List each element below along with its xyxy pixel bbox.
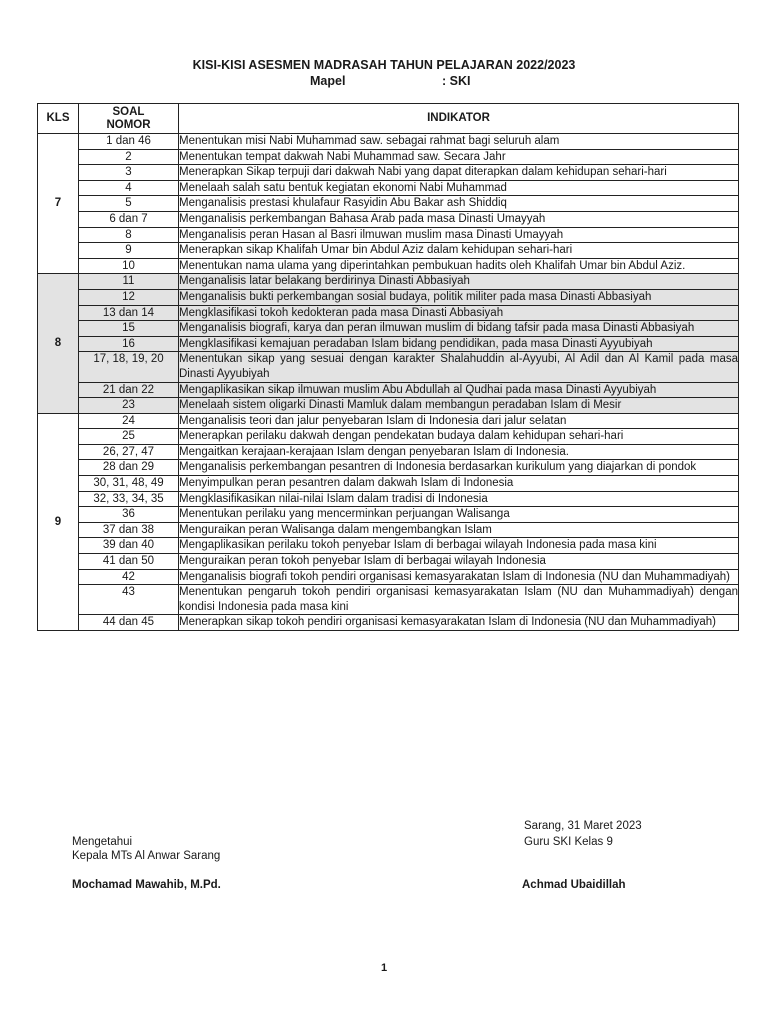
kls-cell: 9 bbox=[38, 413, 79, 630]
table-row bbox=[38, 336, 739, 352]
question-number-cell: 5 bbox=[79, 196, 179, 212]
indicator-cell: Mengklasifikasi kemajuan peradaban Islam bidang pendidikan, pada masa Dinasti Ayyubiyah bbox=[179, 336, 739, 352]
header-soal-line1: SOAL bbox=[112, 105, 145, 118]
indicator-cell: Menganalisis peran Hasan al Basri ilmuwan muslim masa Dinasti Umayyah bbox=[179, 227, 739, 243]
indicator-cell: Menerapkan sikap Khalifah Umar bin Abdul Aziz dalam kehidupan sehari-hari bbox=[179, 243, 739, 259]
kls-cell: 8 bbox=[38, 274, 79, 413]
indicator-cell: Menguraikan peran Walisanga dalam mengembangkan Islam bbox=[179, 522, 739, 538]
indicator-cell: Mengaplikasikan perilaku tokoh penyebar Islam di berbagai wilayah Indonesia pada masa kini bbox=[179, 538, 739, 554]
question-number-cell: 3 bbox=[79, 165, 179, 181]
question-number-cell: 13 dan 14 bbox=[79, 305, 179, 321]
teacher-role: Guru SKI Kelas 9 bbox=[524, 836, 613, 848]
document-title: KISI-KISI ASESMEN MADRASAH TAHUN PELAJARAN 2022/2023 bbox=[192, 58, 576, 72]
table-row bbox=[38, 258, 739, 274]
question-number-cell: 37 dan 38 bbox=[79, 522, 179, 538]
table-row bbox=[38, 382, 739, 398]
indicator-cell: Mengklasifikasikan nilai-nilai Islam dalam tradisi di Indonesia bbox=[179, 491, 739, 507]
header-soal-line2: NOMOR bbox=[106, 118, 151, 131]
question-number-cell: 2 bbox=[79, 149, 179, 165]
indicator-cell: Menganalisis biografi, karya dan peran ilmuwan muslim di bidang tafsir pada masa Dinasti Abbasiyah bbox=[179, 321, 739, 337]
indicator-cell: Menerapkan Sikap terpuji dari dakwah Nabi yang dapat diterapkan dalam kehidupan sehari-hari bbox=[179, 165, 739, 181]
question-number-cell: 36 bbox=[79, 507, 179, 523]
indicator-cell: Mengaplikasikan sikap ilmuwan muslim Abu Abdullah al Qudhai pada masa Dinasti Ayyubiyah bbox=[179, 382, 739, 398]
question-number-cell: 6 dan 7 bbox=[79, 211, 179, 227]
indicator-cell: Menguraikan peran tokoh penyebar Islam di berbagai wilayah Indonesia bbox=[179, 554, 739, 570]
table-row bbox=[38, 522, 739, 538]
table-row bbox=[38, 476, 739, 492]
question-number-cell: 4 bbox=[79, 180, 179, 196]
question-number-cell: 42 bbox=[79, 569, 179, 585]
table-row bbox=[38, 352, 739, 382]
table-row bbox=[38, 321, 739, 337]
indicator-cell: Menentukan sikap yang sesuai dengan karakter Shalahuddin al-Ayyubi, Al Adil dan Al Kamil pada masa Dinasti Ayyubiyah bbox=[179, 352, 739, 382]
question-number-cell: 25 bbox=[79, 429, 179, 445]
table-row bbox=[38, 444, 739, 460]
indicator-cell: Menentukan nama ulama yang diperintahkan pembukuan hadits oleh Khalifah Umar bin Abdul Aziz. bbox=[179, 258, 739, 274]
table-row bbox=[38, 165, 739, 181]
table-row bbox=[38, 491, 739, 507]
indicator-cell: Menentukan perilaku yang mencerminkan perjuangan Walisanga bbox=[179, 507, 739, 523]
page-number: 1 bbox=[380, 962, 388, 974]
table-row bbox=[38, 538, 739, 554]
table-row bbox=[38, 569, 739, 585]
table-row bbox=[38, 554, 739, 570]
table-row bbox=[38, 398, 739, 414]
indicator-cell: Menganalisis perkembangan Bahasa Arab pada masa Dinasti Umayyah bbox=[179, 211, 739, 227]
table-row bbox=[38, 305, 739, 321]
indicator-cell: Menerapkan perilaku dakwah dengan pendekatan budaya dalam kehidupan sehari-hari bbox=[179, 429, 739, 445]
table-row bbox=[38, 149, 739, 165]
subject-label: Mapel bbox=[310, 74, 346, 88]
indicator-cell: Mengklasifikasi tokoh kedokteran pada masa Dinasti Abbasiyah bbox=[179, 305, 739, 321]
table-row bbox=[38, 615, 739, 631]
subject-line bbox=[310, 74, 471, 88]
table-row bbox=[38, 274, 739, 290]
question-number-cell: 44 dan 45 bbox=[79, 615, 179, 631]
headmaster-role: Kepala MTs Al Anwar Sarang bbox=[72, 850, 221, 862]
table-row bbox=[38, 134, 739, 150]
question-number-cell: 24 bbox=[79, 413, 179, 429]
subject-value: : SKI bbox=[442, 74, 471, 88]
question-number-cell: 8 bbox=[79, 227, 179, 243]
table-row bbox=[38, 211, 739, 227]
table-row bbox=[38, 289, 739, 305]
table-row bbox=[38, 429, 739, 445]
indicator-cell: Menelaah salah satu bentuk kegiatan ekonomi Nabi Muhammad bbox=[179, 180, 739, 196]
table-row bbox=[38, 180, 739, 196]
question-number-cell: 26, 27, 47 bbox=[79, 444, 179, 460]
headmaster-name: Mochamad Mawahib, M.Pd. bbox=[72, 879, 221, 891]
header-kls: KLS bbox=[38, 104, 79, 134]
question-number-cell: 9 bbox=[79, 243, 179, 259]
indicator-cell: Menganalisis biografi tokoh pendiri organisasi kemasyarakatan Islam di Indonesia (NU dan Muhammadiyah) bbox=[179, 569, 739, 585]
table-row bbox=[38, 413, 739, 429]
indicator-cell: Menentukan pengaruh tokoh pendiri organisasi kemasyarakatan Islam (NU dan Muhammadiyah) dengan kondisi Indonesia pada masa kini bbox=[179, 585, 739, 615]
question-number-cell: 43 bbox=[79, 585, 179, 615]
place-date: Sarang, 31 Maret 2023 bbox=[524, 820, 642, 832]
indicator-cell: Menentukan misi Nabi Muhammad saw. sebagai rahmat bagi seluruh alam bbox=[179, 134, 739, 150]
question-number-cell: 32, 33, 34, 35 bbox=[79, 491, 179, 507]
table-row bbox=[38, 196, 739, 212]
question-number-cell: 16 bbox=[79, 336, 179, 352]
table-body bbox=[38, 134, 739, 631]
indicator-cell: Mengaitkan kerajaan-kerajaan Islam dengan penyebaran Islam di Indonesia. bbox=[179, 444, 739, 460]
indicator-cell: Menganalisis bukti perkembangan sosial budaya, politik militer pada masa Dinasti Abbasiyah bbox=[179, 289, 739, 305]
question-number-cell: 30, 31, 48, 49 bbox=[79, 476, 179, 492]
header-indikator: INDIKATOR bbox=[179, 104, 739, 134]
question-number-cell: 11 bbox=[79, 274, 179, 290]
indicator-cell: Menerapkan sikap tokoh pendiri organisasi kemasyarakatan Islam di Indonesia (NU dan Muhammadiyah) bbox=[179, 615, 739, 631]
indicator-cell: Menentukan tempat dakwah Nabi Muhammad saw. Secara Jahr bbox=[179, 149, 739, 165]
question-number-cell: 21 dan 22 bbox=[79, 382, 179, 398]
table-row bbox=[38, 243, 739, 259]
indicator-cell: Menganalisis perkembangan pesantren di Indonesia berdasarkan kurikulum yang diajarkan di pondok bbox=[179, 460, 739, 476]
indicator-cell: Menganalisis teori dan jalur penyebaran Islam di Indonesia dari jalur selatan bbox=[179, 413, 739, 429]
indicator-cell: Menelaah sistem oligarki Dinasti Mamluk dalam membangun peradaban Islam di Mesir bbox=[179, 398, 739, 414]
table-row bbox=[38, 585, 739, 615]
table-row bbox=[38, 460, 739, 476]
table-row bbox=[38, 227, 739, 243]
table-header-row bbox=[38, 104, 739, 134]
question-number-cell: 23 bbox=[79, 398, 179, 414]
table-row bbox=[38, 507, 739, 523]
teacher-name: Achmad Ubaidillah bbox=[522, 879, 626, 891]
acknowledged-label: Mengetahui bbox=[72, 836, 133, 848]
question-number-cell: 17, 18, 19, 20 bbox=[79, 352, 179, 382]
question-number-cell: 41 dan 50 bbox=[79, 554, 179, 570]
question-number-cell: 10 bbox=[79, 258, 179, 274]
question-number-cell: 39 dan 40 bbox=[79, 538, 179, 554]
question-number-cell: 12 bbox=[79, 289, 179, 305]
header-soal-nomor bbox=[79, 104, 179, 134]
question-number-cell: 15 bbox=[79, 321, 179, 337]
kls-cell: 7 bbox=[38, 134, 79, 274]
indicator-cell: Menganalisis prestasi khulafaur Rasyidin Abu Bakar ash Shiddiq bbox=[179, 196, 739, 212]
indicator-cell: Menganalisis latar belakang berdirinya Dinasti Abbasiyah bbox=[179, 274, 739, 290]
question-number-cell: 28 dan 29 bbox=[79, 460, 179, 476]
question-number-cell: 1 dan 46 bbox=[79, 134, 179, 150]
indicator-cell: Menyimpulkan peran pesantren dalam dakwah Islam di Indonesia bbox=[179, 476, 739, 492]
indicator-table bbox=[37, 103, 739, 631]
